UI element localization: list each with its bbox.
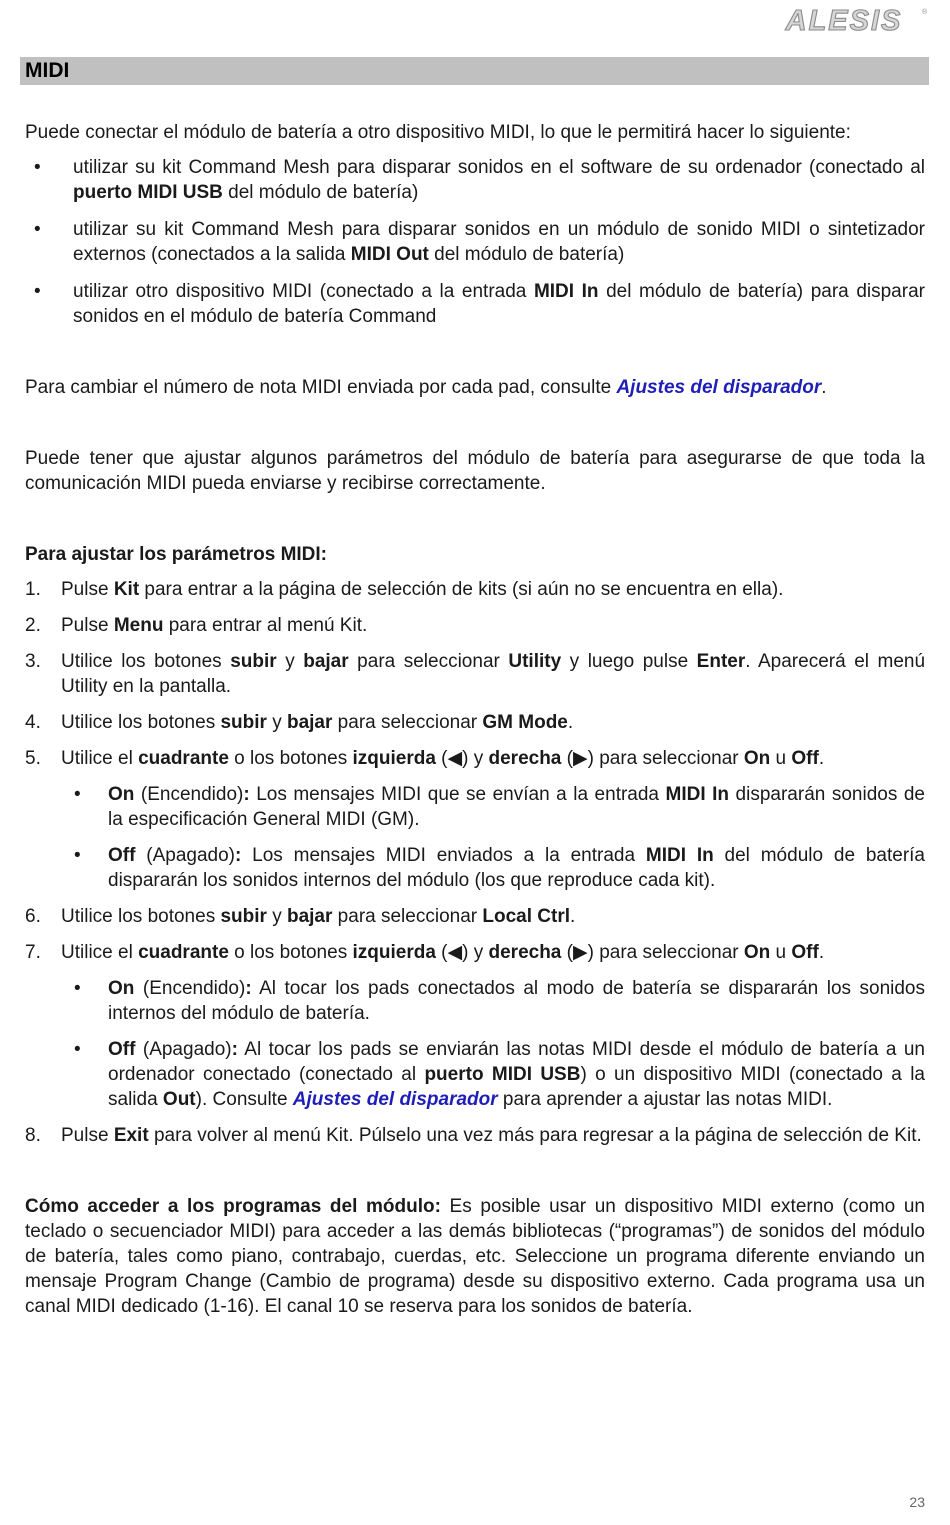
steps-heading: Para ajustar los parámetros MIDI:: [25, 544, 327, 565]
sub-list-item: • On (Encendido): Al tocar los pads conectados al modo de batería se dispararán los sonidos internos del módulo de batería.: [61, 976, 925, 1026]
sub-list-item: • Off (Apagado): Los mensajes MIDI enviados a la entrada MIDI In del módulo de batería dispararán los sonidos internos del módulo (los que reproduce cada kit).: [61, 843, 925, 893]
list-item: • utilizar otro dispositivo MIDI (conectado a la entrada MIDI In del módulo de batería) para disparar sonidos en el módulo de batería Command: [25, 279, 925, 329]
step-item: 7. Utilice el cuadrante o los botones izquierda (◀) y derecha (▶) para seleccionar On u Off. • On (Encendido): Al tocar los pads conectados al modo de batería se dispararán los sonidos internos del módulo de batería. • Off (Apagado): Al tocar los pads se enviarán las notas MIDI desde el módulo de batería a un ordenador conectado (conectado al puerto MIDI USB) o un dispositivo MIDI (conectado a la salida Out). Consulte Ajustes del disparador para aprender a ajustar las notas MIDI.: [25, 940, 925, 1112]
logo-text: ALESIS: [785, 5, 903, 36]
sub-list-item: • Off (Apagado): Al tocar los pads se enviarán las notas MIDI desde el módulo de batería a un ordenador conectado (conectado al puerto MIDI USB) o un dispositivo MIDI (conectado a la salida Out). Consulte Ajustes del disparador para aprender a ajustar las notas MIDI.: [61, 1037, 925, 1112]
trigger-settings-link[interactable]: Ajustes del disparador: [616, 377, 822, 398]
capabilities-list: [25, 155, 925, 329]
steps-list: [25, 577, 925, 1148]
list-item: • utilizar su kit Command Mesh para disparar sonidos en un módulo de sonido MIDI o sintetizador externos (conectados a la salida MIDI Out del módulo de batería): [25, 217, 925, 267]
step-item: 8. Pulse Exit para volver al menú Kit. Púlselo una vez más para regresar a la página de selección de Kit.: [25, 1125, 922, 1146]
alesis-logo: [760, 4, 928, 36]
section-title: MIDI: [20, 57, 929, 85]
page-content: [25, 120, 925, 1319]
programs-paragraph: Cómo acceder a los programas del módulo: Es posible usar un dispositivo MIDI externo (como un teclado o secuenciador MIDI) para acceder a las demás bibliotecas (“programas”) de sonidos del módulo de batería, tales como piano, contrabajo, cuerdas, etc. Seleccione un programa diferente enviando un mensaje Program Change (Cambio de programa) desde su dispositivo externo. Cada programa usa un canal MIDI dedicado (1-16). El canal 10 se reserva para los sonidos de batería.: [25, 1196, 925, 1317]
list-item: • utilizar su kit Command Mesh para disparar sonidos en el software de su ordenador (conectado al puerto MIDI USB del módulo de batería): [25, 155, 925, 205]
adjust-paragraph: Puede tener que ajustar algunos parámetros del módulo de batería para asegurarse de que toda la comunicación MIDI pueda enviarse y recibirse correctamente.: [25, 448, 925, 494]
page-number: 23: [909, 1494, 925, 1510]
step-item: 4. Utilice los botones subir y bajar para seleccionar GM Mode.: [25, 712, 574, 733]
intro-paragraph: Puede conectar el módulo de batería a otro dispositivo MIDI, lo que le permitirá hacer lo siguiente:: [25, 122, 851, 143]
note-paragraph: Para cambiar el número de nota MIDI enviada por cada pad, consulte Ajustes del disparador.: [25, 377, 827, 398]
step-item: 6. Utilice los botones subir y bajar para seleccionar Local Ctrl.: [25, 906, 576, 927]
step-item: 2. Pulse Menu para entrar al menú Kit.: [25, 615, 368, 636]
svg-text:®: ®: [922, 9, 928, 16]
step-item: 1. Pulse Kit para entrar a la página de selección de kits (si aún no se encuentra en ella).: [25, 579, 784, 600]
gm-mode-options: [61, 782, 925, 893]
local-ctrl-options: [61, 976, 925, 1112]
sub-list-item: • On (Encendido): Los mensajes MIDI que se envían a la entrada MIDI In dispararán sonidos de la especificación General MIDI (GM).: [61, 782, 925, 832]
step-item: 5. Utilice el cuadrante o los botones izquierda (◀) y derecha (▶) para seleccionar On u Off. • On (Encendido): Los mensajes MIDI que se envían a la entrada MIDI In dispararán sonidos de la especificación General MIDI (GM). • Off (Apagado): Los mensajes MIDI enviados a la entrada MIDI In del módulo de batería dispararán los sonidos internos del módulo (los que reproduce cada kit).: [25, 746, 925, 893]
step-item: 3. Utilice los botones subir y bajar para seleccionar Utility y luego pulse Enter. Aparecerá el menú Utility en la pantalla.: [25, 651, 926, 697]
trigger-settings-link[interactable]: Ajustes del disparador: [292, 1089, 498, 1110]
